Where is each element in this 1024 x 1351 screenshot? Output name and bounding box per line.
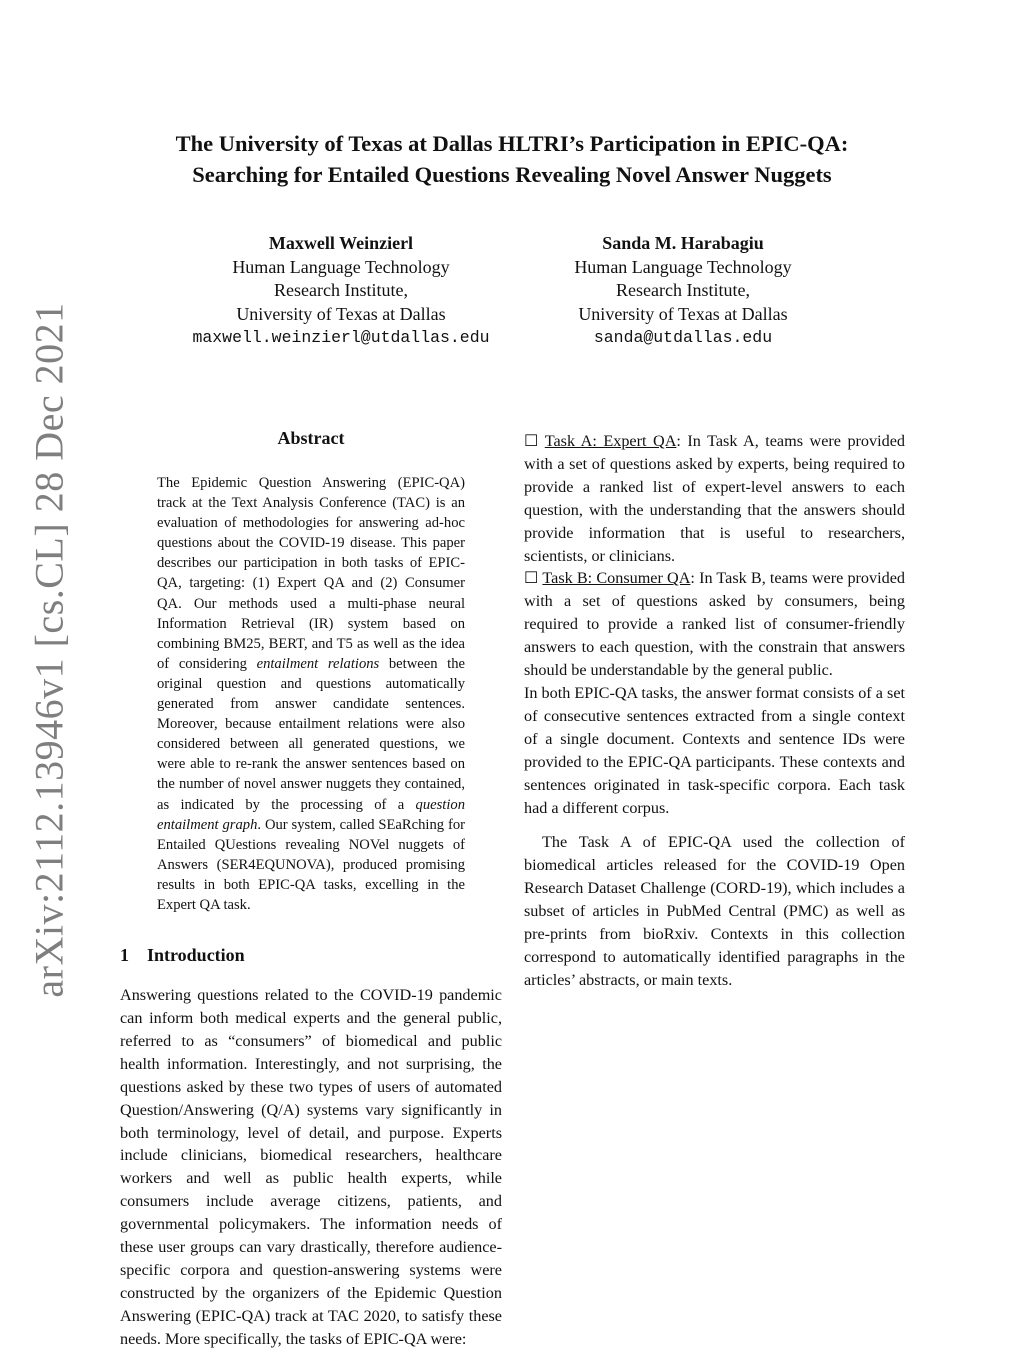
intro-paragraph-1: Answering questions related to the COVID-19 pandemic can inform both medical experts and the general public, referred to as “consumers” of biomedical and public health information. Interestingly, and not surprising, the questions asked by these two types of users of automated Question/Answering (Q/A) systems vary significantly in both terminology, level of detail, and purpose. Experts include clinicians, biomedical researchers, healthcare workers and well as public health experts, while consumers include average citizens, patients, and governmental policymakers. The information needs of these user groups can vary drastically, therefore audience-specific corpora and question-answering systems were constructed by the organizers of the Epidemic Question Answering (EPIC-QA) track at TAC 2020, to satisfy these needs. More specifically, the tasks of EPIC-QA were: [120,986,502,1348]
left-column [120,428,502,1351]
author-affiliation: University of Texas at Dallas [236,303,446,324]
task-a-text: : In Task A, teams were provided with a set of questions asked by experts, being required to provide a ranked list of expert-level answers to each question, with the understanding that the answers should provide information that is useful to researchers, scientists, or clinicians. [524,432,905,565]
checkbox-icon: ☐ [524,569,539,588]
author-name: Maxwell Weinzierl [268,233,414,253]
abstract-body [157,473,465,915]
author-name: Sanda M. Harabagiu [602,233,764,253]
task-a-item [524,430,905,567]
author-affiliation: Research Institute, [274,280,408,300]
author-affiliation: Research Institute, [616,280,750,300]
section-number: 1 [120,945,129,966]
right-column [524,430,905,992]
abstract-emphasis: question entailment graph [157,796,465,833]
arxiv-identifier: arXiv:2112.13946v1 [cs.CL] 28 Dec 2021 [26,302,72,998]
abstract-text: between the original question and questions automatically generated from answer candidate sentences. Moreover, because entailment relations were also considered between all generated questions, we were able to re-rank the answer sentences based on the number of novel answer nuggets they contained, as indicated by the processing of a [157,655,466,813]
author-affiliation: Human Language Technology [574,256,792,277]
task-b-text: : In Task B, teams were provided with a set of questions asked by consumers, being required to provide a ranked list of consumer-friendly answers to each question, with the constrain that answers should be understandable by the general public. [524,569,905,680]
author-affiliation: Human Language Technology [232,256,450,277]
author-affiliation: University of Texas at Dallas [578,303,788,324]
intro-paragraph-2: In both EPIC-QA tasks, the answer format consists of a set of consecutive sentences extracted from a single context of a single document. Contexts and sentence IDs were provided to the EPIC-QA participants. These contexts and sentences originated in task-specific corpora. Each task had a different corpus. [524,683,905,817]
section-heading-introduction [120,945,502,966]
abstract-emphasis: entailment relations [256,655,380,672]
title-line-2: Searching for Entailed Questions Revealing Novel Answer Nuggets [192,162,832,187]
checkbox-icon: ☐ [524,432,539,450]
task-a-label: Task A: Expert QA [544,432,677,450]
abstract-text: . Our system, called SEaRching for Entailed QUestions revealing NOVel nuggets of Answers (SER4EQUNOVA), produced promising results in both EPIC-QA tasks, excelling in the Expert QA task. [157,816,465,913]
task-b-label: Task B: Consumer QA [542,569,691,588]
title-line-1: The University of Texas at Dallas HLTRI’s Participation in EPIC-QA: [175,131,849,156]
paper-title [112,128,912,190]
author-block-2 [473,232,893,350]
abstract-heading: Abstract [277,428,345,448]
task-b-item [524,567,905,682]
intro-paragraph-3: The Task A of EPIC-QA used the collection of biomedical articles released for the COVID-19 Open Research Dataset Challenge (CORD-19), which includes a subset of articles in PubMed Central (PMC) as well as pre-prints from bioRxiv. Contexts in this collection correspond to automatically identified paragraphs in the articles’ abstracts, or main texts. [524,833,905,989]
section-title: Introduction [147,945,245,966]
author-email[interactable]: sanda@utdallas.edu [593,328,773,347]
author-email[interactable]: maxwell.weinzierl@utdallas.edu [192,328,490,347]
abstract-text: The Epidemic Question Answering (EPIC-QA) track at the Text Analysis Conference (TAC) is an evaluation of methodologies for answering ad-hoc questions about the COVID-19 disease. This paper describes our participation in both tasks of EPIC-QA, targeting: (1) Expert QA and (2) Consumer QA. Our methods used a multi-phase neural Information Retrieval (IR) system based on combining BM25, BERT, and T5 as well as the idea of considering [157,475,465,672]
